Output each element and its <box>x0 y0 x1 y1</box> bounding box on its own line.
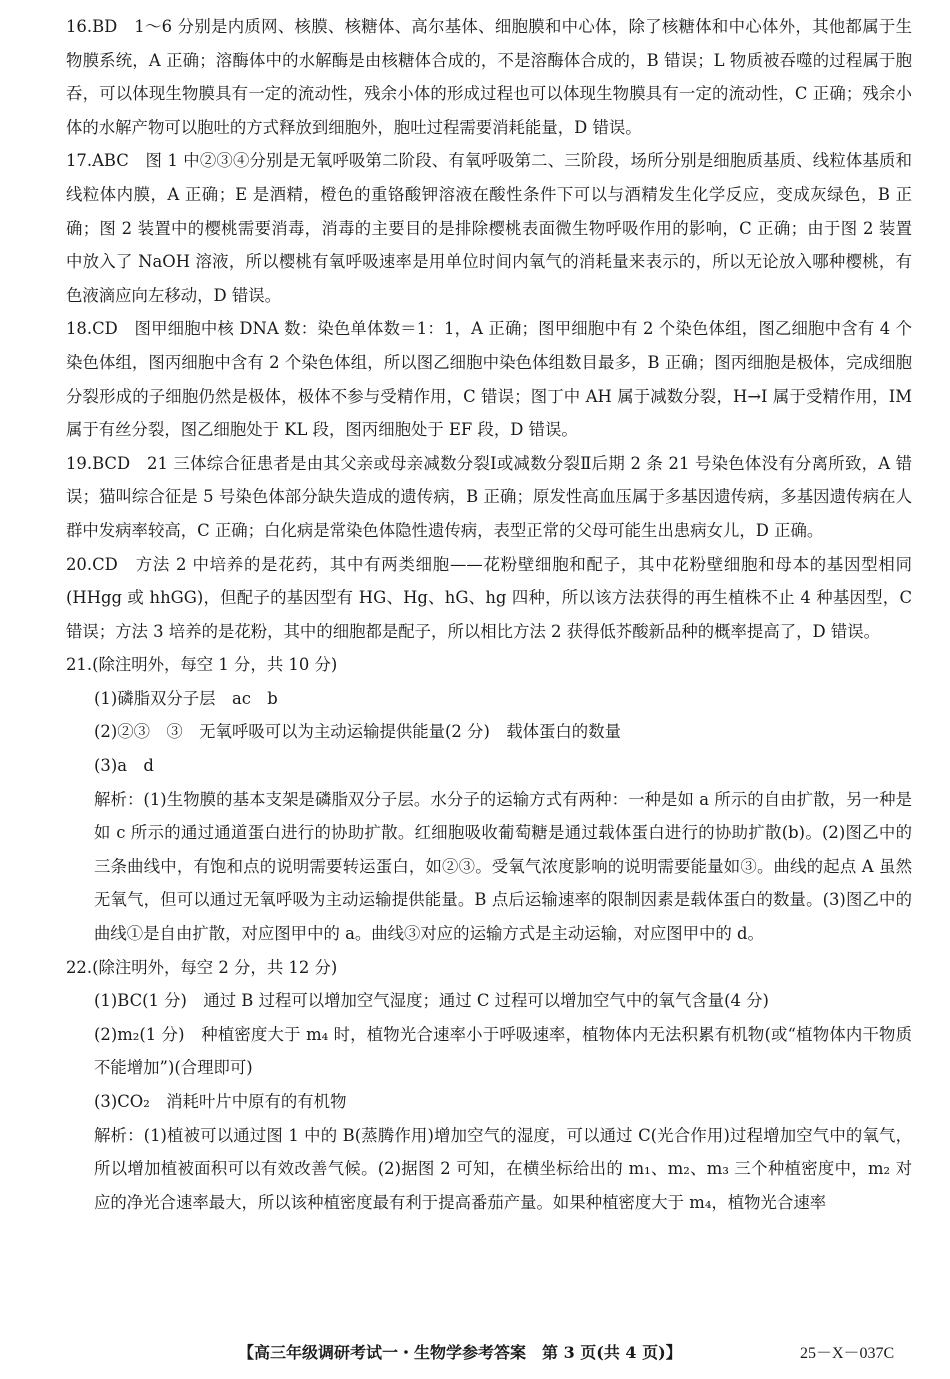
answer-16 <box>66 10 912 144</box>
answer-22-header: 22.(除注明外，每空 2 分，共 12 分) <box>66 957 338 977</box>
answer-body <box>66 10 912 1219</box>
answer-22-part3: (3)CO₂ 消耗叶片中原有的有机物 <box>94 1092 347 1111</box>
answer-19-text: 19.BCD 21 三体综合征患者是由其父亲或母亲减数分裂Ⅰ或减数分裂Ⅱ后期 2 条 21 号染色体没有分离所致，A 错误；猫叫综合征是 5 号染色体部分缺失造成的遗传病，B 正确；原发性高血压属于多基因遗传病，多基因遗传病在人群中发病率较高，C 正确；白化病是常染色体隐性遗传病，表型正常的父母可能生出患病女儿，D 正确。 <box>66 453 912 540</box>
answer-19 <box>66 447 912 548</box>
answer-21-part1: (1)磷脂双分子层 ac b <box>94 688 278 708</box>
answer-18-text: 18.CD 图甲细胞中核 DNA 数：染色单体数＝1：1，A 正确；图甲细胞中有 2 个染色体组，图乙细胞中含有 4 个染色体组，图丙细胞中含有 2 个染色体组，所以图乙细胞中染色体组数目最多，B 正确；图丙细胞是极体，完成细胞分裂形成的子细胞仍然是极体，极体不参与受精作用，C 错误；图丁中 AH 属于减数分裂，H→I 属于受精作用，IM 属于有丝分裂，图乙细胞处于 KL 段，图丙细胞处于 EF 段，D 错误。 <box>66 319 912 440</box>
answer-21-header: 21.(除注明外，每空 1 分，共 10 分) <box>66 655 338 675</box>
answer-20 <box>66 548 912 649</box>
answer-21-analysis: 解析：(1)生物膜的基本支架是磷脂双分子层。水分子的运输方式有两种：一种是如 a 所示的自由扩散，另一种是如 c 所示的通过通道蛋白进行的协助扩散。红细胞吸收葡萄糖是通过载体蛋白进行的协助扩散(b)。(2)图乙中的三条曲线中，有饱和点的说明需要转运蛋白，如②③。受氧气浓度影响的说明需要能量如③。曲线的起点 A 虽然无氧气，但可以通过无氧呼吸为主动运输提供能量。B 点后运输速率的限制因素是载体蛋白的数量。(3)图乙中的曲线①是自由扩散，对应图甲中的 a。曲线③对应的运输方式是主动运输，对应图甲中的 d。 <box>94 789 912 944</box>
page-footer <box>0 1340 950 1370</box>
answer-17-text: 17.ABC 图 1 中②③④分别是无氧呼吸第二阶段、有氧呼吸第二、三阶段，场所分别是细胞质基质、线粒体基质和线粒体内膜，A 正确；E 是酒精，橙色的重铬酸钾溶液在酸性条件下可以与酒精发生化学反应，变成灰绿色，B 正确；图 2 装置中的樱桃需要消毒，消毒的主要目的是排除樱桃表面微生物呼吸作用的影响，C 正确；由于图 2 装置中放入了 NaOH 溶液，所以樱桃有氧呼吸速率是用单位时间内氧气的消耗量来表示的，所以无论放入哪种樱桃，有色液滴应向左移动，D 错误。 <box>66 151 912 305</box>
answer-20-text: 20.CD 方法 2 中培养的是花药，其中有两类细胞——花粉壁细胞和配子，其中花粉壁细胞和母本的基因型相同(HHgg 或 hhGG)，但配子的基因型有 HG、Hg、hG、hg 四种，所以该方法获得的再生植株不止 4 种基因型，C 错误；方法 3 培养的是花粉，其中的细胞都是配子，所以相比方法 2 获得低芥酸新品种的概率提高了，D 错误。 <box>66 554 912 641</box>
answer-22-part1: (1)BC(1 分) 通过 B 过程可以增加空气湿度；通过 C 过程可以增加空气中的氧气含量(4 分) <box>94 991 769 1011</box>
answer-22 <box>66 951 912 1220</box>
answer-16-text: 16.BD 1～6 分别是内质网、核膜、核糖体、高尔基体、细胞膜和中心体，除了核糖体和中心体外，其他都属于生物膜系统，A 正确；溶酶体中的水解酶是由核糖体合成的，不是溶酶体合成的，B 错误；L 物质被吞噬的过程属于胞吞，可以体现生物膜具有一定的流动性，残余小体的形成过程也可以体现生物膜具有一定的流动性，C 正确；残余小体的水解产物可以胞吐的方式释放到细胞外，胞吐过程需要消耗能量，D 错误。 <box>66 17 912 137</box>
answer-22-part2: (2)m₂(1 分) 种植密度大于 m₄ 时，植物光合速率小于呼吸速率，植物体内无法积累有机物(或“植物体内干物质不能增加”)(合理即可) <box>94 1024 912 1078</box>
answer-21 <box>66 648 912 950</box>
footer-title: 【高三年级调研考试一・生物学参考答案 第 3 页(共 4 页)】 <box>238 1343 682 1362</box>
answer-21-part2: (2)②③ ③ 无氧呼吸可以为主动运输提供能量(2 分) 载体蛋白的数量 <box>94 722 621 742</box>
answer-21-part3: (3)a d <box>94 756 154 776</box>
answer-18 <box>66 312 912 446</box>
answer-22-analysis: 解析：(1)植被可以通过图 1 中的 B(蒸腾作用)增加空气的湿度，可以通过 C(光合作用)过程增加空气中的氧气，所以增加植被面积可以有效改善气候。(2)据图 2 可知，在横坐标给出的 m₁、m₂、m₃ 三个种植密度中，m₂ 对应的净光合速率最大，所以该种植密度最有利于提高番茄产量。如果种植密度大于 m₄，植物光合速率 <box>94 1125 912 1212</box>
answer-17 <box>66 144 912 312</box>
footer-code: 25－X－037C <box>800 1345 895 1362</box>
